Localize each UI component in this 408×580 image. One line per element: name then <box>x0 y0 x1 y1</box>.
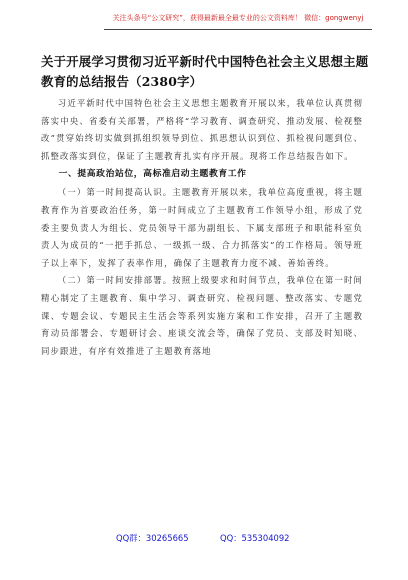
footer <box>0 532 408 546</box>
header-banner-text: 关注头条号“公文研究”，获得最新最全最专业的公文资料库！ 微信：gongwenyj <box>112 14 364 22</box>
section-heading: 一、提高政治站位，高标准启动主题教育工作 <box>58 169 247 180</box>
document-title: 关于开展学习贯彻习近平新时代中国特色社会主义思想主题教育的总结报告（2380字） <box>41 54 369 89</box>
footer-qq-number: QQ：535304092 <box>220 533 290 543</box>
header-divider <box>104 29 372 30</box>
footer-qq-group: QQ群：30265665 <box>116 533 189 543</box>
intro-paragraph: 习近平新时代中国特色社会主义思想主题教育开展以来，我单位认真贯彻落实中央、省委有关部署，严格将“学习教育、调查研究、推动发展、检视整改”贯穿始终切实做到抓组织领导到位、抓思想认识到位、抓检视问题到位、抓整改落实到位，保证了主题教育扎实有序开展。现将工作总结报告如下。 <box>41 98 363 161</box>
document-body <box>41 95 363 360</box>
body-paragraph: （二）第一时间安排部署。按照上级要求和时间节点，我单位在第一时间精心制定了主题教育、集中学习、调查研究、检视问题、整改落实、专题党课、专题会议、专题民主生活会等系列实施方案和工作安排，召开了主题教育动员部署会、专题研讨会、座谈交流会等，确保了党员、支部及时知晓、同步跟进，有序有效推进了主题教育落地 <box>41 275 363 356</box>
body-paragraph: （一）第一时间提高认识。主题教育开展以来，我单位高度重视，将主题教育作为首要政治任务，第一时间成立了主题教育工作领导小组，形成了党委主要负责人为组长、党员领导干部为副组长、下属支部班子和职能科室负责人为成员的“一把手抓总、一级抓一级、合力抓落实”的工作格局。领导班子以上率下，发挥了表率作用，确保了主题教育力度不减、善始善终。 <box>41 187 363 268</box>
header-banner <box>104 10 372 26</box>
